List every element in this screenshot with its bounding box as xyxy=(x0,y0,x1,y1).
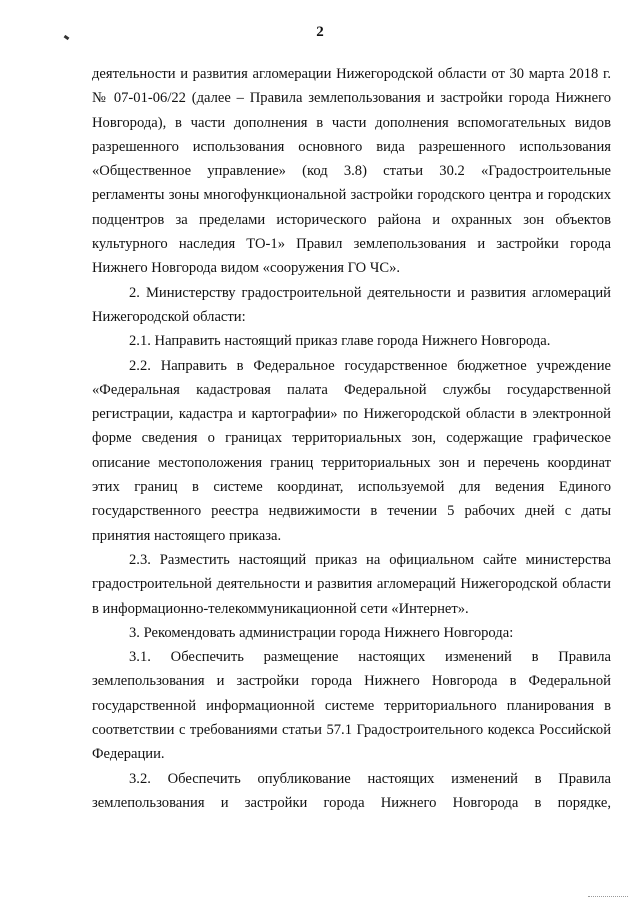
paragraph-item-3-2: 3.2. Обеспечить опубликование настоящих изменений в Правила землепользования и застройки города Нижнего Новгорода в порядке, xyxy=(92,770,611,811)
paragraph-item-2: 2. Министерству градостроительной деятельности и развития агломераций Нижегородской области: xyxy=(92,284,611,325)
scan-noise xyxy=(588,896,628,899)
paragraph-item-3: 3. Рекомендовать администрации города Нижнего Новгорода: xyxy=(129,624,514,641)
page-number: 2 xyxy=(316,24,324,40)
paragraph-continuation: деятельности и развития агломерации Нижегородской области от 30 марта 2018 г. № 07-01-06/22 (далее – Правила землепользования и застройки города Нижнего Новгорода), в части дополнения в части дополнения вспомогательных видов разрешенного использования основного вида разрешенного использования «Общественное управление» (код 3.8) статьи 30.2 «Градостроительные регламенты зоны многофункциональной застройки городского центра и городских подцентров за пределами исторического района и охранных зон объектов культурного наследия ТО-1» Правил землепользования и застройки города Нижнего Новгорода видом «сооружения ГО ЧС». xyxy=(92,66,611,277)
paragraph-item-2-1: 2.1. Направить настоящий приказ главе города Нижнего Новгорода. xyxy=(129,333,551,350)
document-body xyxy=(92,62,611,815)
paragraph-item-3-1: 3.1. Обеспечить размещение настоящих изменений в Правила землепользования и застройки города Нижнего Новгорода в Федеральной государственной информационной системе территориального планирования в соответствии с требованиями статьи 57.1 Градостроительного кодекса Российской Федерации. xyxy=(92,649,611,763)
paragraph-item-2-3: 2.3. Разместить настоящий приказ на официальном сайте министерства градостроительной деятельности и развития агломераций Нижегородской области в информационно-телекоммуникационной сети «Интернет». xyxy=(92,551,611,617)
paragraph-item-2-2: 2.2. Направить в Федеральное государственное бюджетное учреждение «Федеральная кадастровая палата Федеральной службы государственной регистрации, кадастра и картографии» по Нижегородской области в электронной форме сведения о границах территориальных зон, содержащие графическое описание местоположения границ территориальных зон и перечень координат этих границ в системе координат, используемой для ведения Единого государственного реестра недвижимости в течении 5 рабочих дней с даты принятия настоящего приказа. xyxy=(92,357,611,544)
